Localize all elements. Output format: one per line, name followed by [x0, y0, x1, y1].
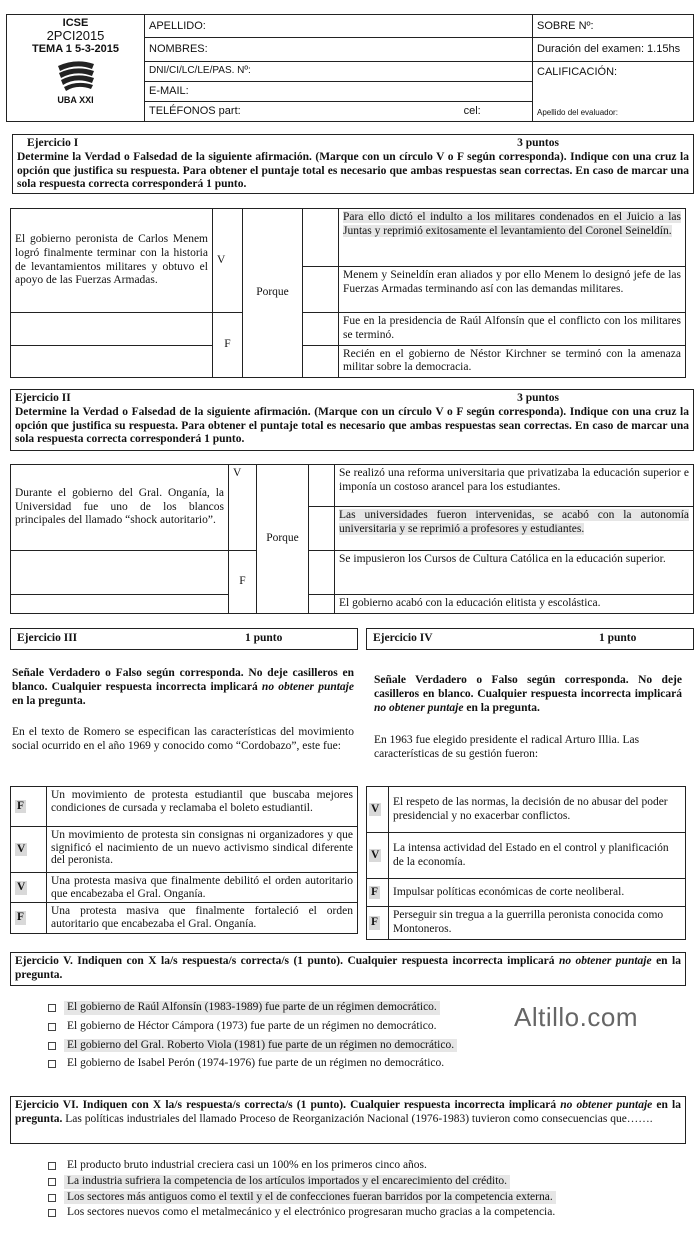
ex5-option-2-label: El gobierno de Héctor Cámpora (1973) fue parte de un régimen no democrático. — [67, 1019, 437, 1032]
ex1-statement: El gobierno peronista de Carlos Menem logró finalmente terminar con la historia de levantamientos militares y obtuvo el apoyo de las Fuerzas Armadas. — [11, 209, 213, 313]
ex3-mark-3[interactable] — [11, 873, 47, 903]
ex5-title-end: en la pregunta. — [15, 955, 681, 981]
ex2-check-4[interactable] — [309, 595, 335, 614]
ex4-title-box — [366, 628, 694, 650]
uba-logo-icon — [54, 58, 98, 92]
ex3-mark-3-value: V — [17, 880, 26, 893]
nombres-field[interactable]: NOMBRES: — [145, 38, 533, 61]
ex3-prompt: En el texto de Romero se especifican las características del movimiento social ocurrido en el año 1969 y conocido como “Cordobazo”, este fue: — [12, 726, 354, 752]
ex6-option-1[interactable] — [48, 1159, 688, 1173]
ex4-mark-4[interactable] — [367, 907, 389, 940]
ex5-title-em: no obtener puntaje — [558, 955, 652, 967]
ex6-option-3-label: Los sectores más antiguos como el textil y el de confecciones fueran barridos por la competencia externa. — [64, 1191, 556, 1205]
ex2-v-option[interactable]: V — [229, 465, 257, 551]
checkbox-icon[interactable] — [48, 1162, 56, 1170]
course-label: 2PCI2015 — [46, 28, 105, 44]
ex4-prompt: En 1963 fue elegido presidente el radical Arturo Illia. Las características de su gestión fueron: — [374, 734, 640, 760]
ex1-porque: Porque — [243, 209, 303, 378]
ex4-row-2: La intensa actividad del Estado en el control y planificación de la economía. — [389, 833, 686, 879]
evaluador-label: Apellido del evaluador: — [537, 108, 618, 118]
ex5-option-3-label: El gobierno del Gral. Roberto Viola (1981) fue parte de un régimen no democrático. — [64, 1039, 457, 1053]
ex6-option-4[interactable] — [48, 1206, 688, 1220]
ex6-option-2[interactable] — [48, 1175, 688, 1189]
ex3-mark-2-value: V — [17, 842, 26, 855]
ex2-statement-blank-2 — [11, 595, 229, 614]
ex6-options — [48, 1159, 688, 1222]
ex2-points: 3 puntos — [517, 392, 559, 404]
ex6-option-3[interactable] — [48, 1191, 688, 1205]
ex3-instructions — [12, 667, 354, 708]
ex2-porque: Porque — [257, 465, 309, 614]
ex1-statement-blank — [11, 313, 213, 346]
ex3-title: Ejercicio III — [17, 632, 78, 644]
ex4-instr-end: en la pregunta. — [463, 701, 540, 714]
ex5-title-box — [10, 952, 686, 986]
ex5-title-text: Ejercicio V. Indiquen con X la/s respuesta/s correcta/s (1 punto). Cualquier respuesta incorrecta implicará — [15, 955, 559, 967]
checkbox-icon[interactable] — [48, 1194, 56, 1202]
ex5-option-1[interactable] — [48, 1001, 518, 1015]
institution-label: ICSE — [62, 17, 89, 29]
sobre-field[interactable]: SOBRE Nº: — [533, 15, 694, 38]
ex4-row-1: El respeto de las normas, la decisión de no abusar del poder presidencial y no exacerbar conflictos. — [389, 787, 686, 833]
ex4-mark-2[interactable] — [367, 833, 389, 879]
ex2-option-1: Se realizó una reforma universitaria que privatizaba la educación superior e imponía un costoso arancel para los estudiantes. — [335, 465, 694, 507]
ex1-option-2: Menem y Seineldín eran aliados y por ello Menem lo designó jefe de las Fuerzas Armadas terminando así con las demandas militares. — [339, 267, 686, 313]
ex6-title-end: en la pregunta. — [15, 1099, 681, 1125]
ex3-mark-2[interactable] — [11, 827, 47, 873]
ex1-statement-blank-2 — [11, 345, 213, 378]
ex5-options — [48, 1001, 518, 1076]
ex1-points: 3 puntos — [517, 137, 559, 149]
ex6-option-2-label: La industria sufriera la competencia de los artículos importados y el encarecimiento del crédito. — [64, 1175, 510, 1189]
ex6-title-em: no obtener puntaje — [560, 1099, 653, 1111]
checkbox-icon[interactable] — [48, 1060, 56, 1068]
ex4-mark-3-value: F — [371, 885, 379, 898]
ex2-f-option[interactable]: F — [229, 551, 257, 614]
ex4-mark-1-value: V — [371, 802, 380, 815]
ex1-title: Ejercicio I — [27, 137, 79, 149]
checkbox-icon[interactable] — [48, 1178, 56, 1186]
ex3-mark-4-value: F — [17, 911, 25, 924]
ex6-title-text: Ejercicio VI. Indiquen con X la/s respuesta/s correcta/s (1 punto). Cualquier respuesta incorrecta implicará — [15, 1099, 561, 1111]
ex5-option-2[interactable] — [48, 1020, 518, 1034]
checkbox-icon[interactable] — [48, 1209, 56, 1217]
ex1-check-4[interactable] — [303, 345, 339, 378]
ex1-instructions: Determine la Verdad o Falsedad de la siguiente afirmación. (Marque con un círculo V o F según corresponda). Indique con una cruz la opción que justifica su respuesta. Para obtener el puntaje total es necesario que ambas respuestas sean correctas. En caso de marcar una sola respuesta correcta corresponderá 1 punto. — [17, 150, 689, 191]
ex1-option-4: Recién en el gobierno de Néstor Kirchner se terminó con la amenaza militar sobre la democracia. — [339, 345, 686, 378]
calificacion-cell — [533, 61, 694, 121]
ex2-option-4: El gobierno acabó con la educación elitista y escolástica. — [335, 595, 694, 614]
ex4-mark-2-value: V — [371, 848, 380, 861]
ex3-row-4: Una protesta masiva que finalmente fortaleció el orden autoritario que encabezaba el Gral. Onganía. — [47, 903, 358, 933]
ex5-option-4[interactable] — [48, 1057, 518, 1071]
ex4-row-3: Impulsar políticas económicas de corte neoliberal. — [389, 879, 686, 907]
ex2-instructions: Determine la Verdad o Falsedad de la siguiente afirmación. (Marque con un círculo V o F según corresponda). Indique con una cruz la opción que justifica su respuesta. Para obtener el puntaje total es necesario que ambas respuestas sean correctas. En caso de marcar una sola respuesta correcta corresponderá 1 punto. — [15, 405, 689, 446]
ex6-title-box — [10, 1096, 686, 1144]
watermark: Altillo.com — [514, 1002, 638, 1032]
exam-header — [6, 14, 694, 122]
theme-label: TEMA 1 5-3-2015 — [31, 43, 120, 56]
ex2-check-2[interactable] — [309, 507, 335, 551]
ex3-instr-em: no obtener puntaje — [261, 680, 354, 693]
dni-field[interactable]: DNI/CI/LC/LE/PAS. Nº: — [145, 61, 533, 81]
ex2-instructions-box — [10, 389, 694, 451]
ex3-row-2: Un movimiento de protesta sin consignas ni organizadores y que significó el nacimiento de un nuevo activismo sindical diferente del peronista. — [47, 827, 358, 873]
ex2-title: Ejercicio II — [15, 392, 71, 404]
checkbox-icon[interactable] — [48, 1042, 56, 1050]
ex3-points: 1 punto — [245, 632, 283, 644]
ex4-instructions — [374, 674, 682, 715]
checkbox-icon[interactable] — [48, 1004, 56, 1012]
ex4-mark-3[interactable] — [367, 879, 389, 907]
ex1-instructions-box — [12, 134, 694, 194]
ex2-table — [10, 464, 694, 614]
ex2-option-3: Se impusieron los Cursos de Cultura Católica en la educación superior. — [335, 551, 694, 595]
ex4-mark-4-value: F — [371, 915, 379, 928]
telefonos-field[interactable]: TELÉFONOS part: — [145, 101, 464, 121]
ex3-row-3: Una protesta masiva que finalmente debilitó el orden autoritario que encabezaba el Gral. Onganía. — [47, 873, 358, 903]
ex3-instr-end: en la pregunta. — [12, 694, 86, 707]
ex1-option-3: Fue en la presidencia de Raúl Alfonsín que el conflicto con los militares se terminó. — [339, 313, 686, 346]
ex5-option-3[interactable] — [48, 1039, 518, 1053]
ex4-table — [366, 786, 686, 940]
ex1-check-3[interactable] — [303, 313, 339, 346]
ex5-option-1-label: El gobierno de Raúl Alfonsín (1983-1989) fue parte de un régimen democrático. — [64, 1001, 440, 1015]
logo-text: UBA XXI — [57, 94, 94, 105]
ex2-statement: Durante el gobierno del Gral. Onganía, la Universidad fue uno de los blancos principales del llamado “shock autoritario”. — [11, 465, 229, 551]
calificacion-label: CALIFICACIÓN: — [537, 65, 618, 78]
ex1-f-option[interactable]: F — [213, 313, 243, 378]
ex2-check-1[interactable] — [309, 465, 335, 507]
ex6-option-1-label: El producto bruto industrial creciera casi un 100% en los primeros cinco años. — [67, 1159, 427, 1171]
duracion-label: Duración del examen: 1.15hs — [533, 38, 694, 61]
ex3-table — [10, 786, 358, 934]
ex2-check-3[interactable] — [309, 551, 335, 595]
ex2-statement-blank — [11, 551, 229, 595]
email-field[interactable]: E-MAIL: — [145, 81, 533, 101]
ex6-question: Las políticas industriales del llamado Proceso de Reorganización Nacional (1976-1983) tuvieron como consecuencias que……. — [62, 1112, 653, 1125]
ex4-instr-text: Señale Verdadero o Falso según corresponda. No deje casilleros en blanco. Cualquier respuesta incorrecta implicará — [374, 674, 682, 700]
ex1-option-1: Para ello dictó el indulto a los militares condenados en el Juicio a las Juntas y reprimió exitosamente el levantamiento del Coronel Seineldín. — [343, 211, 681, 237]
ex1-v-option[interactable]: V — [213, 209, 243, 313]
ex3-row-1: Un movimiento de protesta estudiantil que buscaba mejores condiciones de cursada y reclamaba el boleto estudiantil. — [47, 787, 358, 827]
ex1-check-1[interactable] — [303, 209, 339, 267]
ex3-title-box — [10, 628, 358, 650]
ex4-title: Ejercicio IV — [373, 632, 433, 644]
ex3-mark-1[interactable] — [11, 787, 47, 827]
ex3-mark-4[interactable] — [11, 903, 47, 933]
ex6-option-4-label: Los sectores nuevos como el metalmecánico y el electrónico progresaran mucho gracias a la competencia. — [67, 1206, 556, 1219]
ex4-mark-1[interactable] — [367, 787, 389, 833]
ex4-points: 1 punto — [599, 632, 637, 644]
ex4-instr-em: no obtener puntaje — [374, 701, 464, 714]
ex5-option-4-label: El gobierno de Isabel Perón (1974-1976) fue parte de un régimen no democrático. — [67, 1057, 445, 1070]
checkbox-icon[interactable] — [48, 1023, 56, 1031]
apellido-field[interactable]: APELLIDO: — [145, 15, 533, 38]
ex3-instr-text: Señale Verdadero o Falso según corresponda. No deje casilleros en blanco. Cualquier respuesta incorrecta implicará — [12, 667, 354, 693]
header-logo-cell — [7, 15, 145, 122]
cel-field[interactable]: cel: — [464, 101, 533, 121]
ex1-table — [10, 208, 686, 378]
ex3-mark-1-value: F — [17, 799, 25, 812]
ex4-row-4: Perseguir sin tregua a la guerrilla peronista conocida como Montoneros. — [389, 907, 686, 940]
ex1-check-2[interactable] — [303, 267, 339, 313]
ex2-option-2: Las universidades fueron intervenidas, se acabó con la autonomía universitaria y se reprimió a profesores y estudiantes. — [339, 509, 689, 535]
